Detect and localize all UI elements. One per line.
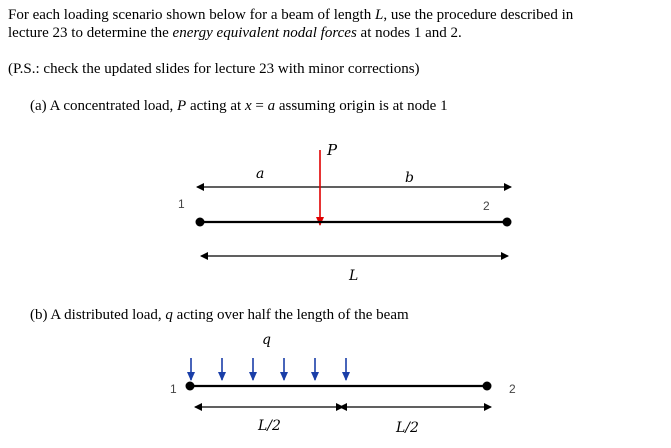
dim-L-label: L [349,268,359,284]
node-1-a [196,218,205,227]
part-a-equals: = [251,98,268,114]
part-a-load-symbol: P [177,98,187,114]
node-1-label-a: 1 [178,197,185,211]
intro-emphasis: energy equivalent nodal forces [172,25,357,41]
part-a-a-symbol: a [267,98,276,114]
distributed-load-label: q [262,332,271,348]
dim-half-right-label: L/2 [396,420,419,436]
part-b-text-1: (b) A distributed load, [30,307,166,323]
node-1-b [186,382,195,391]
part-a-text-2: acting at [186,98,245,114]
ps-note: (P.S.: check the updated slides for lecture 23 with minor corrections) [8,61,420,77]
intro-text-1: For each loading scenario shown below for a beam of length [8,7,375,23]
intro-text-2: , use the procedure described in [383,7,574,23]
figure-a [196,150,512,256]
node-1-label-b: 1 [170,382,177,396]
dim-b-label: b [405,170,414,186]
node-2-a [503,218,512,227]
intro-text-4: at nodes 1 and 2. [356,25,462,41]
node-2-label-a: 2 [483,199,490,213]
dim-a-label: a [256,166,265,182]
part-a-text-1: (a) A concentrated load, [30,98,178,114]
part-b-text-2: acting over half the length of the beam [172,307,409,323]
node-2-label-b: 2 [509,382,516,396]
intro-text-3: lecture 23 to determine the [8,25,173,41]
intro-length-symbol: L [374,7,384,23]
dim-half-left-label: L/2 [258,418,281,434]
figure-b [186,358,492,407]
part-a-x-symbol: x [244,98,252,114]
part-b-q-symbol: q [165,307,173,323]
point-load-label: P [327,141,338,159]
node-2-b [483,382,492,391]
part-a-text-3: assuming origin is at node 1 [275,98,448,114]
